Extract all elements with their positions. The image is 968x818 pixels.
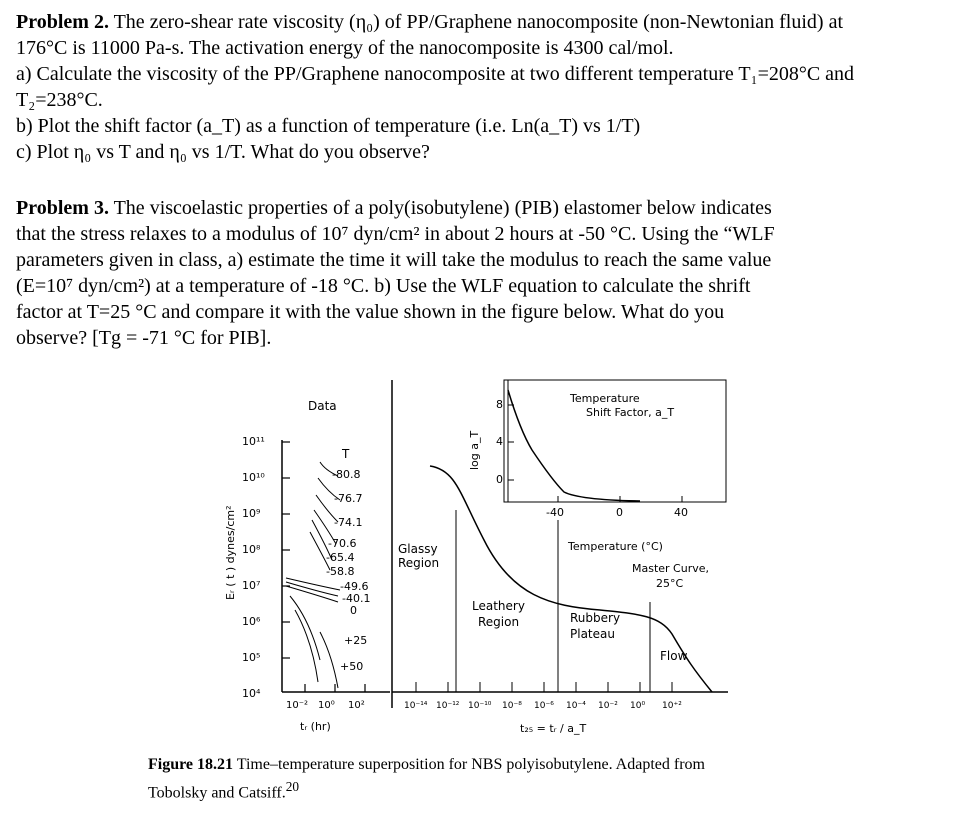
problem2-line3: a) Calculate the viscosity of the PP/Graphene nanocomposite at two different temperature T₁=208°C and	[16, 63, 855, 85]
right-x-tick-9: 10⁺²	[662, 701, 682, 711]
temp-3: -74.1	[334, 516, 363, 529]
inset-title-2: Shift Factor, a_T	[586, 406, 675, 419]
problem3-line2: that the stress relaxes to a modulus of 10⁷ dyn/cm² in about 2 hours at -50 °C. Using the “WLF	[16, 223, 775, 245]
temp-header: T	[342, 447, 350, 461]
temp-8: -40.1	[342, 592, 371, 605]
problem3-line5: factor at T=25 °C and compare it with the value shown in the figure below. What do you	[16, 301, 725, 323]
inset-x-tick-3: 40	[674, 506, 688, 519]
inset-x-tick-2: 0	[616, 506, 623, 519]
right-x-tick-3: 10⁻¹⁰	[468, 701, 492, 711]
temp-2: -76.7	[334, 492, 363, 505]
problem3-label: Problem 3.	[16, 197, 109, 219]
y-tick-6: 10⁶	[242, 615, 261, 628]
problem2-label: Problem 2.	[16, 11, 109, 33]
right-x-tick-5: 10⁻⁶	[534, 701, 554, 711]
inset-y-tick-1: 8	[496, 398, 503, 411]
figure-caption	[148, 754, 868, 804]
right-x-tick-4: 10⁻⁸	[502, 701, 522, 711]
problem3-line6: observe? [Tg = -71 °C for PIB].	[16, 327, 272, 349]
right-x-tick-1: 10⁻¹⁴	[404, 701, 428, 711]
problem2-line6: c) Plot η₀ vs T and η₀ vs 1/T. What do you observe?	[16, 141, 430, 163]
right-x-label: t₂₅ = tᵣ / a_T	[520, 722, 587, 735]
temp-5: -65.4	[326, 551, 355, 564]
problem2-line5: b) Plot the shift factor (a_T) as a function of temperature (i.e. Ln(a_T) vs 1/T)	[16, 115, 641, 137]
temp-6: -58.8	[326, 565, 355, 578]
y-tick-7: 10⁵	[242, 651, 261, 664]
right-x-tick-2: 10⁻¹²	[436, 701, 460, 711]
y-tick-5: 10⁷	[242, 579, 261, 592]
y-tick-1: 10¹¹	[242, 435, 265, 448]
tts-figure	[220, 370, 740, 750]
flow-label: Flow	[660, 649, 688, 663]
temp-1: -80.8	[332, 468, 361, 481]
caption-label: Figure 18.21	[148, 756, 234, 773]
caption-ref: 20	[285, 779, 300, 794]
right-x-tick-6: 10⁻⁴	[566, 701, 586, 711]
right-x-tick-8: 10⁰	[630, 701, 646, 711]
inset-y-tick-3: 0	[496, 473, 503, 486]
y-tick-2: 10¹⁰	[242, 471, 265, 484]
y-axis-label: Eᵣ ( t ) dynes/cm²	[224, 505, 237, 600]
glassy-label: Glassy Region	[398, 542, 440, 570]
problem2-line1: Problem 2. The zero-shear rate viscosity (η₀) of PP/Graphene nanocomposite (non-Newtonian fluid) at	[16, 11, 844, 33]
problem2-line2: 176°C is 11000 Pa-s. The activation energy of the nanocomposite is 4300 cal/mol.	[16, 37, 674, 59]
problem3-line3: parameters given in class, a) estimate the time it will take the modulus to reach the same value	[16, 249, 772, 271]
temp-10: +25	[344, 634, 368, 647]
temp-11: +50	[340, 660, 364, 673]
temp-4: -70.6	[328, 537, 357, 550]
problem3-line1: Problem 3. The viscoelastic properties of a poly(isobutylene) (PIB) elastomer below indicates	[16, 197, 772, 219]
temp-7: -49.6	[340, 580, 369, 593]
right-x-tick-marks	[416, 682, 672, 692]
y-tick-3: 10⁹	[242, 507, 261, 520]
right-x-tick-7: 10⁻²	[598, 701, 618, 711]
leathery-label: Leathery Region	[472, 599, 525, 629]
inset-y-label: log a_T	[468, 430, 481, 470]
inset-x-label: Temperature (°C)	[568, 540, 663, 553]
inset-title-1: Temperature	[570, 392, 640, 405]
data-label: Data	[308, 399, 337, 413]
caption-text: Time–temperature superposition for NBS polyisobutylene. Adapted from	[236, 756, 705, 773]
left-x-label: tᵣ (hr)	[300, 720, 331, 733]
caption-text-2: Tobolsky and Catsiff.	[148, 784, 286, 802]
left-x-tick-3: 10²	[348, 700, 365, 711]
y-tick-8: 10⁴	[242, 687, 261, 700]
problem3-line4: (E=10⁷ dyn/cm²) at a temperature of -18 °C. b) Use the WLF equation to calculate the shrift	[16, 275, 751, 297]
left-x-tick-1: 10⁻²	[286, 700, 309, 711]
problem2-line4: T₂=238°C.	[16, 89, 103, 111]
left-x-tick-2: 10⁰	[318, 700, 335, 711]
y-tick-4: 10⁸	[242, 543, 261, 556]
rubbery-label: Rubbery Plateau	[570, 611, 621, 641]
inset-x-tick-1: -40	[546, 506, 564, 519]
master-label: Master Curve, 25°C	[632, 562, 710, 590]
temp-9: 0	[350, 604, 357, 617]
inset-y-tick-2: 4	[496, 435, 503, 448]
